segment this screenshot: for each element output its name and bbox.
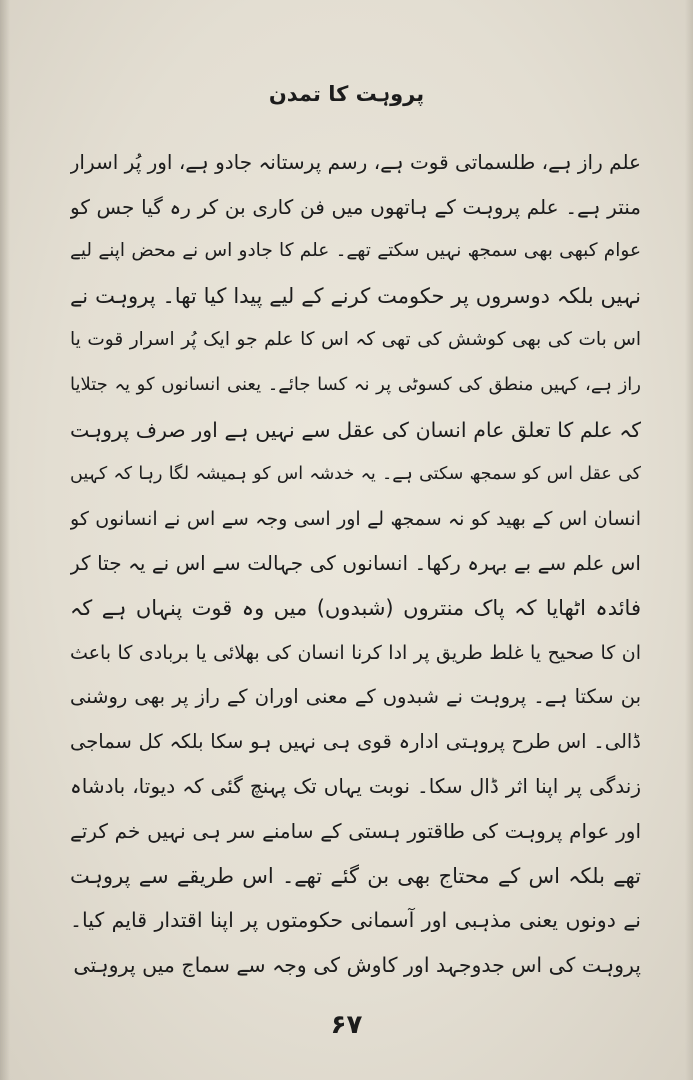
page-edge-shadow-right <box>685 0 693 1080</box>
text-line: انسان اس کے بھید کو نہ سمجھ لے اور اسی وجہ سے اس نے انسانوں کو <box>70 507 641 530</box>
text-line: نے دونوں یعنی مذہبی اور آسمانی حکومتوں پر اپنا اقتدار قایم کیا۔ <box>70 908 641 933</box>
text-line: کہ علم کا تعلق عام انسان کی عقل سے نہیں ہے اور صرف پروہت <box>70 417 641 442</box>
page-title: پروہت کا تمدن <box>268 82 425 106</box>
text-line: زندگی پر اپنا اثر ڈال سکا۔ نوبت یہاں تک پہنچ گئی کہ دیوتا، بادشاہ <box>70 774 641 799</box>
text-line: نہیں بلکہ دوسروں پر حکومت کرنے کے لیے پیدا کیا تھا۔ پروہت نے <box>70 283 641 308</box>
text-line: ان کا صحیح یا غلط طریق پر ادا کرنا انسان کی بھلائی یا بربادی کا باعث <box>70 641 641 664</box>
text-line: عوام کبھی بھی سمجھ نہیں سکتے تھے۔ علم کا جادو اس نے محض اپنے لیے <box>70 240 641 262</box>
page-body-text <box>70 140 641 987</box>
page-number: ۶۷ <box>330 1010 363 1040</box>
page-edge-shadow-left <box>0 0 10 1080</box>
text-line: علم راز ہے، طلسماتی قوت ہے، رسم پرستانہ جادو ہے، اور پُر اسرار <box>70 150 641 174</box>
text-line: بن سکتا ہے۔ پروہت نے شبدوں کے معنی اوران کے راز پر بھی روشنی <box>70 685 641 709</box>
text-line: راز ہے، کہیں منطق کی کسوٹی پر نہ کسا جائے۔ یعنی انسانوں کو یہ جتلایا <box>70 373 641 395</box>
text-line: اس علم سے بے بہرہ رکھا۔ انسانوں کی جہالت سے اس نے یہ جتا کر <box>70 551 641 576</box>
text-line: تھے بلکہ اس کے محتاج بھی بن گئے تھے۔ اس طریقے سے پروہت <box>70 863 641 888</box>
text-line: کی عقل اس کو سمجھ سکتی ہے۔ یہ خدشہ اس کو ہمیشہ لگا رہا کہ کہیں <box>70 464 641 485</box>
text-line: اور عوام پروہت کی طاقتور ہستی کے سامنے سر ہی نہیں خم کرتے <box>70 818 641 843</box>
text-line: فائدہ اٹھایا کہ پاک منتروں (شبدوں) میں وہ قوت پنہاں ہے کہ <box>70 595 641 620</box>
text-line: اس بات کی بھی کوشش کی تھی کہ اس کا علم جو ایک پُر اسرار قوت یا <box>70 329 641 351</box>
text-line: منتر ہے۔ علم پروہت کے ہاتھوں میں فن کاری بن کر رہ گیا جس کو <box>70 194 641 219</box>
text-line: پروہت کی اس جدوجہد اور کاوش کی وجہ سے سماج میں پروہتی <box>73 952 641 977</box>
text-line: ڈالی۔ اس طرح پروہتی ادارہ قوی ہی نہیں ہو سکا بلکہ کل سماجی <box>70 729 641 753</box>
